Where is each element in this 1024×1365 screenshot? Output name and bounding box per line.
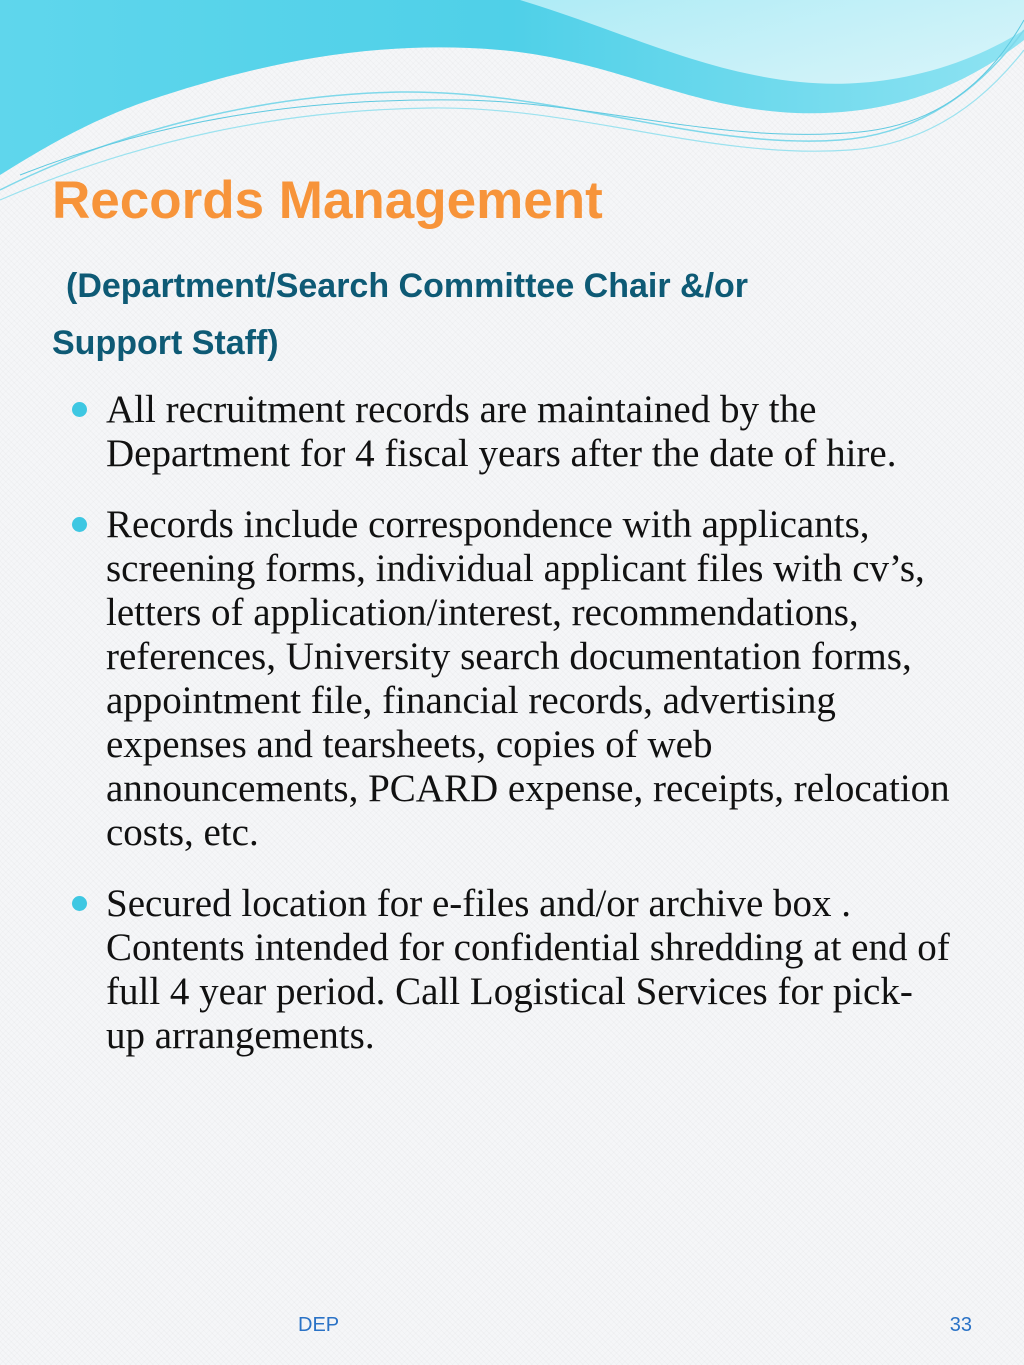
bullet-item xyxy=(70,388,950,476)
page-number: 33 xyxy=(949,1314,972,1336)
slide-title: Records Management xyxy=(52,171,603,230)
bullet-item xyxy=(70,882,950,1058)
bullet-text: Secured location for e-files and/or archive box . Contents intended for confidential shredding at end of full 4 year period. Call Logistical Services for pick-up arrangements. xyxy=(106,882,950,1057)
bullet-dot-icon xyxy=(72,896,87,911)
subtitle-line-1: (Department/Search Committee Chair &/or xyxy=(66,267,749,305)
slide-subtitle xyxy=(52,258,932,372)
bullet-item xyxy=(70,503,950,855)
bullet-text: Records include correspondence with applicants, screening forms, individual applicant files with cv’s, letters of application/interest, recommendations, references, University search documentation forms, appointment file, financial records, advertising expenses and tearsheets, copies of web announcements, PCARD expense, receipts, relocation costs, etc. xyxy=(106,503,950,854)
footer-label: DEP xyxy=(298,1314,340,1336)
subtitle-line-2: Support Staff) xyxy=(52,324,279,362)
bullet-dot-icon xyxy=(72,517,87,532)
bullet-dot-icon xyxy=(72,402,87,417)
bullet-text: All recruitment records are maintained by the Department for 4 fiscal years after the date of hire. xyxy=(106,388,897,475)
bullet-list xyxy=(70,388,950,1085)
